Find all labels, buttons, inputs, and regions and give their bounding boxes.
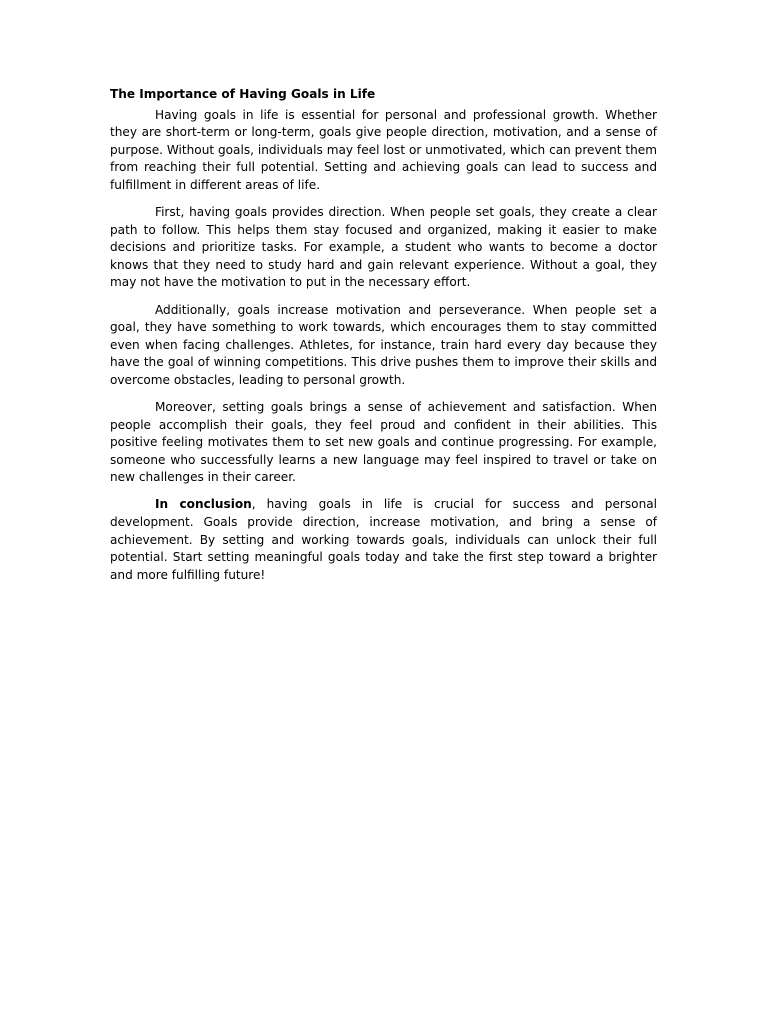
paragraph-text: Moreover, setting goals brings a sense of achievement and satisfaction. When people accomplish their goals, they feel proud and confident in their abilities. This positive feeling motivates them to set new goals and continue progressing. For example, someone who successfully learns a new language may feel inspired to travel or take on new challenges in their career. (110, 400, 657, 485)
document-body (110, 86, 657, 584)
paragraph-lead-bold: In conclusion (155, 497, 252, 512)
paragraph-text: , having goals in life is crucial for success and personal development. Goals provide direction, increase motivation, and bring a sense of achievement. By setting and working towards goals, individuals can unlock their full potential. Start setting meaningful goals today and take the first step toward a brighter and more fulfilling future! (110, 497, 658, 582)
paragraph-conclusion (110, 496, 657, 584)
paragraph-text: Having goals in life is essential for personal and professional growth. Whether they are short-term or long-term, goals give people direction, motivation, and a sense of purpose. Without goals, individuals may feel lost or unmotivated, which can prevent them from reaching their full potential. Setting and achieving goals can lead to success and fulfillment in different areas of life. (110, 107, 657, 192)
paragraph-introduction (110, 107, 657, 195)
paragraph-text: Additionally, goals increase motivation and perseverance. When people set a goal, they have something to work towards, which encourages them to stay committed even when facing challenges. Athletes, for instance, train hard every day because they have the goal of winning competitions. This drive pushes them to improve their skills and overcome obstacles, leading to personal growth. (110, 302, 657, 387)
paragraph-direction (110, 204, 657, 292)
document-title: The Importance of Having Goals in Life (110, 87, 376, 101)
paragraph-achievement (110, 399, 657, 487)
paragraph-motivation (110, 302, 657, 390)
paragraph-text: First, having goals provides direction. When people set goals, they create a clear path to follow. This helps them stay focused and organized, making it easier to make decisions and prioritize tasks. For example, a student who wants to become a doctor knows that they need to study hard and gain relevant experience. Without a goal, they may not have the motivation to put in the necessary effort. (110, 205, 657, 290)
